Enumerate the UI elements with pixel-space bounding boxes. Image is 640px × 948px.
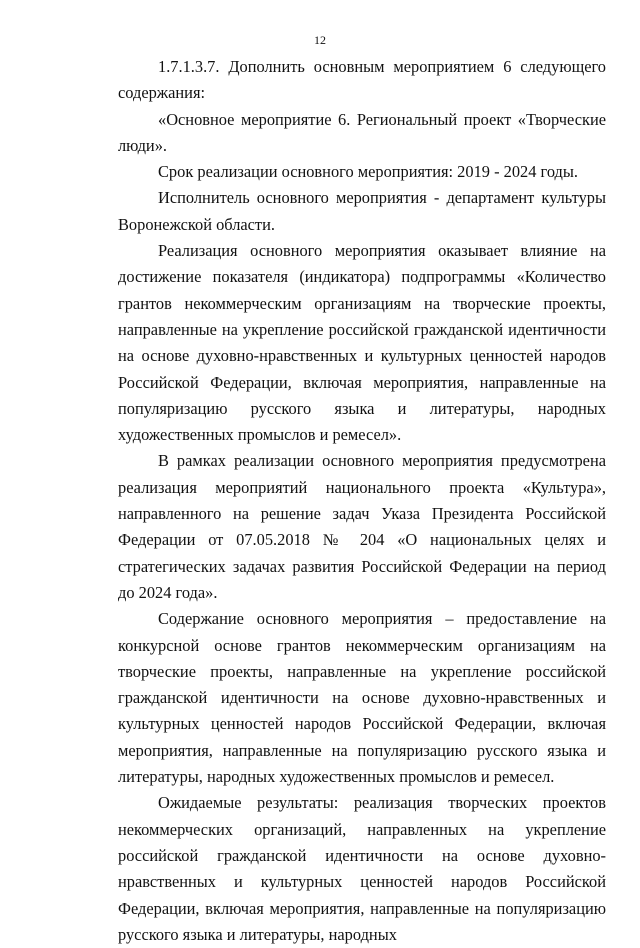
paragraph-implementation-period: Срок реализации основного мероприятия: 2019 - 2024 годы. (158, 162, 578, 182)
paragraph-indicator-impact: Реализация основного мероприятия оказывает влияние на достижение показателя (индикатора) подпрограммы «Количество грантов некоммерческим организациям на творческие проекты, направленные на укрепление российской гражданской идентичности на основе духовно-нравственных и культурных ценностей народов Российской Федерации, включая мероприятия, направленные на популяризацию русского языка и литературы, народных художественных промыслов и ремесел». (118, 241, 606, 445)
document-body (118, 54, 606, 948)
paragraph-expected-results: Ожидаемые результаты: реализация творческих проектов некоммерческих организаций, направленных на укрепление российской гражданской идентичности на основе духовно-нравственных и культурных ценностей народов Российской Федерации, включая мероприятия, направленные на популяризацию русского языка и литературы, народных (118, 793, 606, 944)
paragraph-amendment-heading: 1.7.1.3.7. Дополнить основным мероприятием 6 следующего содержания: (118, 57, 606, 103)
paragraph-activity-content: Содержание основного мероприятия – предоставление на конкурсной основе грантов некоммерческим организациям на творческие проекты, направленные на укрепление российской гражданской идентичности на основе духовно-нравственных и культурных ценностей народов Российской Федерации, включая мероприятия, направленные на популяризацию русского языка и литературы, народных художественных промыслов и ремесел. (118, 609, 606, 787)
page-number: 12 (314, 33, 326, 47)
paragraph-executor: Исполнитель основного мероприятия - департамент культуры Воронежской области. (118, 188, 606, 234)
paragraph-main-activity-title: «Основное мероприятие 6. Региональный проект «Творческие люди». (118, 109, 606, 155)
paragraph-national-project: В рамках реализации основного мероприятия предусмотрена реализация мероприятий национального проекта «Культура», направленного на решение задач Указа Президента Российской Федерации от 07.05.2018 № 204 «О национальных целях и стратегических задачах развития Российской Федерации на период до 2024 года». (118, 451, 606, 602)
